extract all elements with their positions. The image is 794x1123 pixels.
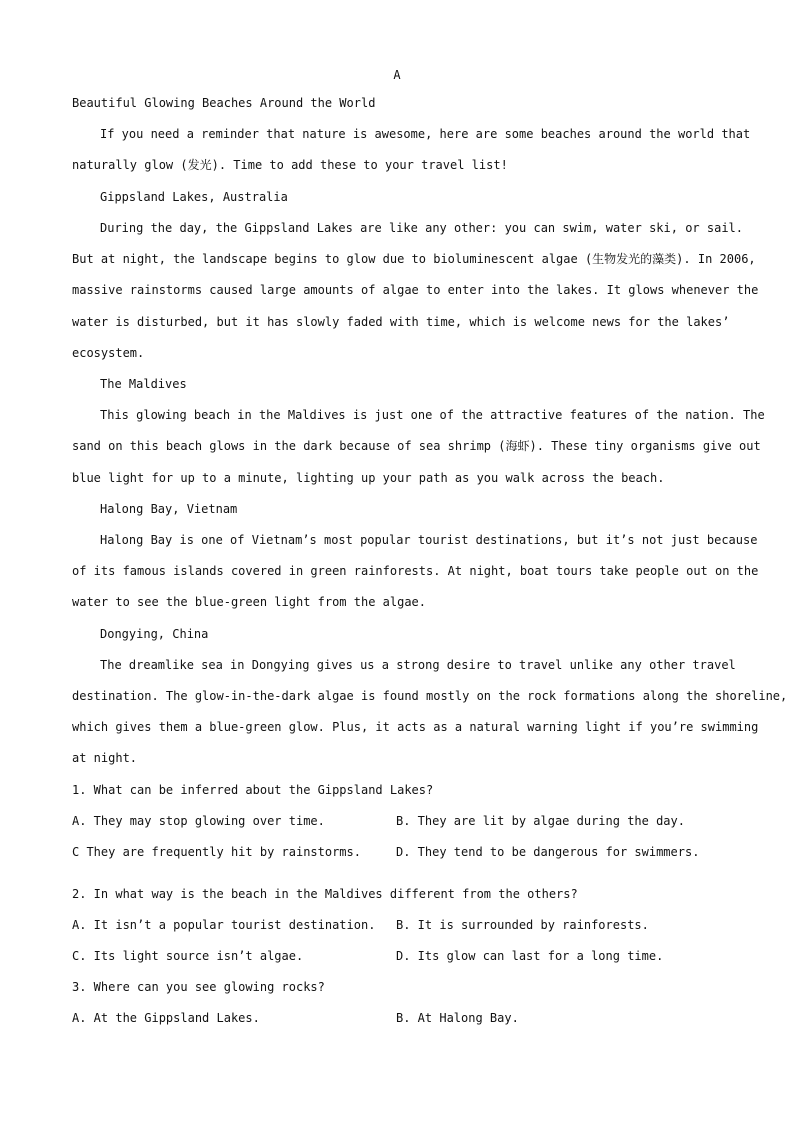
- passage-title: Beautiful Glowing Beaches Around the World: [72, 96, 376, 110]
- intro-line: naturally glow (发光). Time to add these to your travel list!: [72, 158, 508, 172]
- answer-option: C. Its light source isn’t algae.: [72, 949, 304, 963]
- answer-option: A. They may stop glowing over time.: [72, 814, 325, 828]
- answer-option: B. At Halong Bay.: [396, 1011, 519, 1025]
- question-options-row: [72, 948, 722, 964]
- paragraph-line: ecosystem.: [72, 346, 145, 360]
- section-letter: A: [393, 68, 401, 82]
- intro-line: If you need a reminder that nature is awesome, here are some beaches around the world that: [100, 127, 751, 141]
- question-stem: 1. What can be inferred about the Gippsland Lakes?: [72, 783, 434, 797]
- answer-option: C They are frequently hit by rainstorms.: [72, 845, 361, 859]
- question-stem: 2. In what way is the beach in the Maldives different from the others?: [72, 887, 578, 901]
- question-options-row: [72, 813, 722, 829]
- paragraph-line: water is disturbed, but it has slowly faded with time, which is welcome news for the lakes’: [72, 315, 730, 329]
- paragraph-line: During the day, the Gippsland Lakes are like any other: you can swim, water ski, or sail.: [100, 221, 743, 235]
- paragraph-line: But at night, the landscape begins to glow due to bioluminescent algae (生物发光的藻类). In 2006,: [72, 252, 756, 266]
- question-stem: 3. Where can you see glowing rocks?: [72, 980, 325, 994]
- answer-option: B. They are lit by algae during the day.: [396, 814, 685, 828]
- paragraph-line: destination. The glow-in-the-dark algae is found mostly on the rock formations along the shoreline,: [72, 689, 788, 703]
- paragraph-line: which gives them a blue-green glow. Plus, it acts as a natural warning light if you’re swimming: [72, 720, 759, 734]
- paragraph-line: blue light for up to a minute, lighting up your path as you walk across the beach.: [72, 471, 665, 485]
- beach-heading-dongying: Dongying, China: [100, 627, 209, 641]
- paragraph-line: water to see the blue-green light from the algae.: [72, 595, 427, 609]
- paragraph-line: The dreamlike sea in Dongying gives us a strong desire to travel unlike any other travel: [100, 658, 736, 672]
- question-options-row: [72, 917, 722, 933]
- paragraph-line: at night.: [72, 751, 138, 765]
- answer-option: A. At the Gippsland Lakes.: [72, 1011, 260, 1025]
- paragraph-line: sand on this beach glows in the dark because of sea shrimp (海虾). These tiny organisms give out: [72, 439, 761, 453]
- beach-heading-gippsland: Gippsland Lakes, Australia: [100, 190, 288, 204]
- answer-option: A. It isn’t a popular tourist destination.: [72, 918, 376, 932]
- question-options-row: [72, 844, 722, 860]
- answer-option: B. It is surrounded by rainforests.: [396, 918, 649, 932]
- beach-heading-halong: Halong Bay, Vietnam: [100, 502, 238, 516]
- paragraph-line: massive rainstorms caused large amounts of algae to enter into the lakes. It glows whenever the: [72, 283, 759, 297]
- answer-option: D. Its glow can last for a long time.: [396, 949, 664, 963]
- paragraph-line: This glowing beach in the Maldives is just one of the attractive features of the nation. The: [100, 408, 765, 422]
- question-options-row: [72, 1010, 722, 1026]
- paragraph-line: Halong Bay is one of Vietnam’s most popular tourist destinations, but it’s not just because: [100, 533, 758, 547]
- paragraph-line: of its famous islands covered in green rainforests. At night, boat tours take people out on the: [72, 564, 759, 578]
- beach-heading-maldives: The Maldives: [100, 377, 187, 391]
- answer-option: D. They tend to be dangerous for swimmers.: [396, 845, 700, 859]
